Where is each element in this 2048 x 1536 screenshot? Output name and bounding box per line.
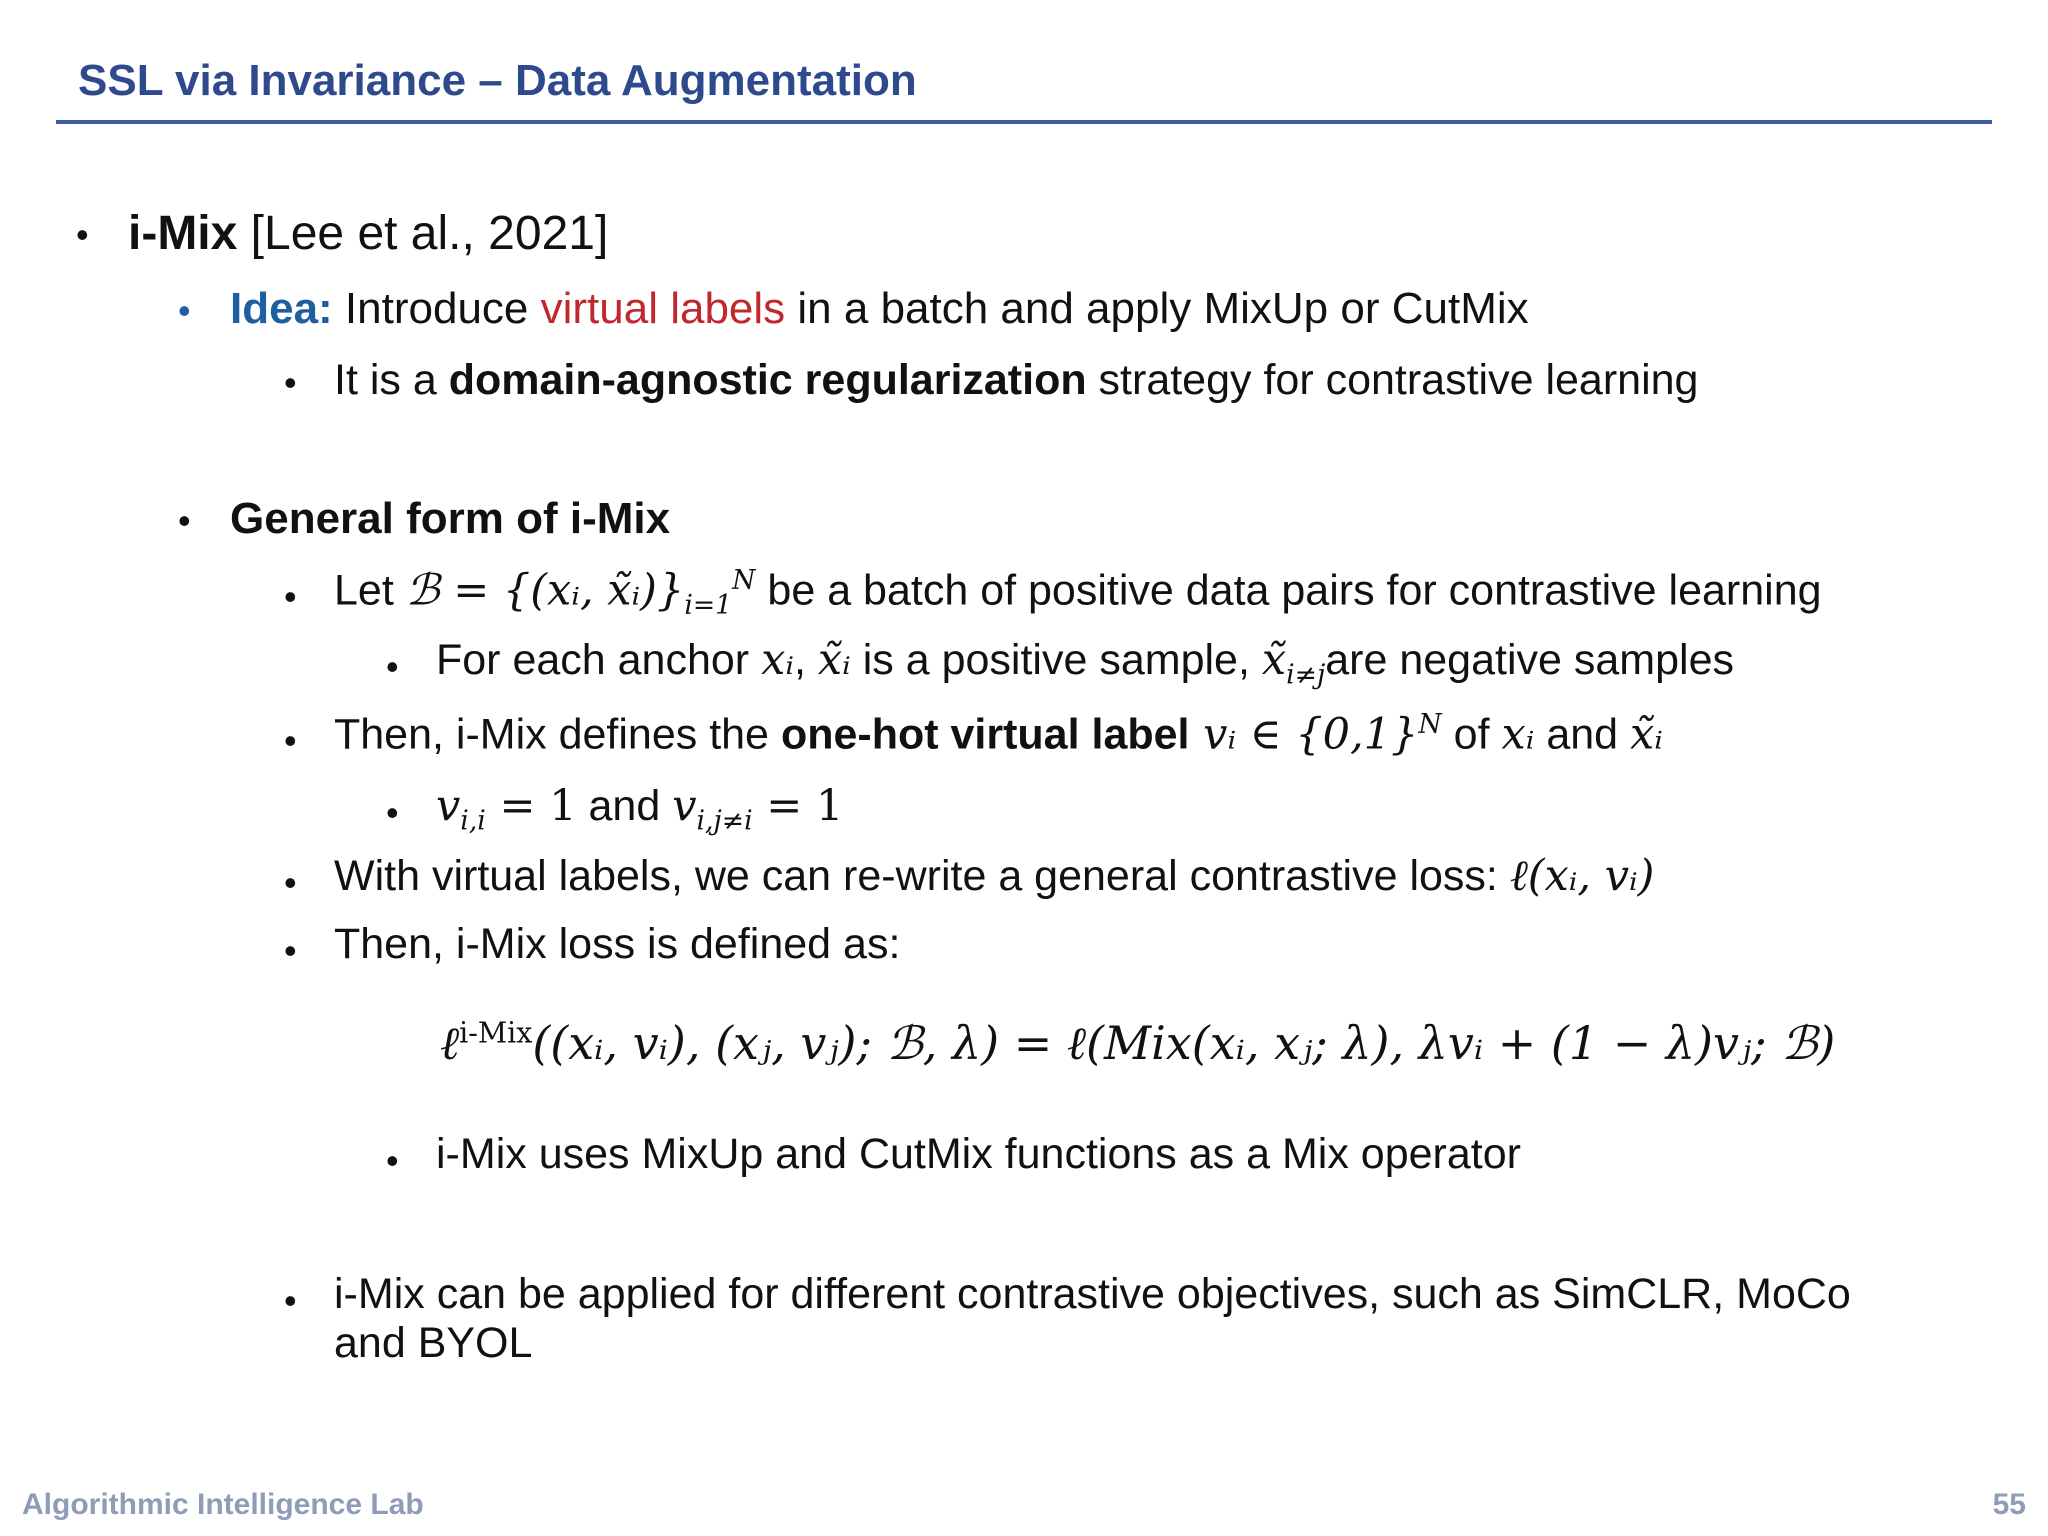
math-x-i: xᵢ — [1501, 709, 1535, 760]
bullet-dot: • — [386, 646, 399, 687]
text-post: strategy for contrastive learning — [1086, 356, 1699, 404]
slide-title: SSL via Invariance – Data Augmentation — [78, 56, 917, 105]
bullet-domain-agnostic — [334, 356, 1698, 405]
bullet-dot: • — [386, 792, 399, 833]
text-post: are negative samples — [1325, 636, 1734, 684]
bullet-mix-operator: i-Mix uses MixUp and CutMix functions as a Mix operator — [436, 1130, 1521, 1178]
bullet-dot: • — [76, 214, 89, 255]
idea-text-post: in a batch and apply MixUp or CutMix — [785, 284, 1529, 333]
imix-loss-equation — [440, 1016, 1835, 1070]
idea-label: Idea: — [230, 284, 333, 333]
text-pre: With virtual labels, we can re-write a general contrastive loss: — [334, 852, 1510, 900]
idea-text-pre: Introduce — [332, 284, 541, 333]
math-v-i: vᵢ ∈ {0,1} — [1189, 709, 1419, 760]
bullet-idea — [230, 284, 1529, 335]
bullet-general-form: General form of i-Mix — [230, 494, 671, 543]
text-pre: For each anchor — [436, 636, 762, 684]
text-mid: of — [1441, 710, 1502, 759]
math-x-tilde: x̃ — [1261, 635, 1287, 685]
text-bold: domain-agnostic regularization — [448, 356, 1087, 404]
bullet-contrastive-loss — [334, 852, 1654, 901]
math-eq: = 1 — [752, 781, 844, 831]
math-x-tilde-i: x̃ᵢ — [1630, 709, 1663, 760]
bullet-dot: • — [284, 720, 297, 761]
math-v: v — [672, 781, 697, 831]
virtual-labels-highlight: virtual labels — [540, 284, 786, 333]
bullet-dot: • — [386, 1140, 399, 1181]
text-and: and — [576, 782, 673, 830]
text-pre: Let — [334, 566, 406, 615]
text-and: and — [1534, 710, 1631, 759]
bullet-dot: • — [178, 500, 191, 541]
bullet-batch-definition — [334, 566, 1822, 622]
bullet-dot: • — [284, 576, 297, 617]
math-sub: i=1 — [684, 589, 733, 621]
math-sup: N — [1418, 709, 1442, 740]
eq-args: ((xᵢ, vᵢ), (xⱼ, vⱼ); ℬ, λ) — [532, 1016, 1000, 1070]
batch-math: ℬ = {(xᵢ, x̃ᵢ)} — [405, 565, 685, 616]
imix-citation: [Lee et al., 2021] — [237, 207, 609, 260]
bullet-dot: • — [284, 930, 297, 971]
imix-name: i-Mix — [128, 207, 238, 260]
bullet-dot: • — [284, 1280, 297, 1321]
bullet-dot: • — [284, 862, 297, 903]
eq-rhs: = ℓ(Mix(xᵢ, xⱼ; λ), λvᵢ + (1 − λ)vⱼ; ℬ) — [999, 1016, 1836, 1070]
bullet-dot: • — [178, 290, 191, 331]
eq-sup: i-Mix — [459, 1016, 533, 1050]
bullet-imix-loss: Then, i-Mix loss is defined as: — [334, 920, 901, 968]
page-number: 55 — [1992, 1488, 2026, 1521]
math-sup: N — [732, 565, 756, 596]
text-pre: Then, i-Mix defines the — [334, 710, 781, 759]
bullet-imix — [128, 206, 608, 261]
applications-line-2: and BYOL — [334, 1319, 533, 1368]
bullet-anchor — [436, 636, 1734, 691]
text-pre: It is a — [334, 356, 449, 404]
applications-line-1: i-Mix can be applied for different contrastive objectives, such as SimCLR, MoCo — [334, 1270, 1851, 1318]
bullet-applications — [334, 1270, 1851, 1369]
eq-lhs: ℓ — [440, 1016, 460, 1070]
footer-lab-name: Algorithmic Intelligence Lab — [22, 1488, 424, 1521]
math-sub: i≠j — [1286, 659, 1326, 691]
text-post: be a batch of positive data pairs for contrastive learning — [755, 566, 1822, 615]
math-sub: i,j≠i — [696, 805, 753, 837]
math-v: v — [436, 781, 461, 831]
title-underline — [56, 120, 1992, 124]
math-loss: ℓ(xᵢ, vᵢ) — [1509, 851, 1655, 901]
bullet-dot: • — [284, 362, 297, 403]
math-x-i: xᵢ — [761, 635, 794, 685]
math-sub: i,i — [460, 805, 486, 837]
bullet-one-hot — [334, 710, 1663, 760]
text-comma: , — [793, 636, 818, 684]
text-mid: is a positive sample, — [850, 636, 1262, 684]
math-eq: = 1 — [485, 781, 577, 831]
math-x-tilde-i: x̃ᵢ — [817, 635, 851, 685]
bullet-virtual-label-values — [436, 782, 843, 837]
text-bold: one-hot virtual label — [780, 710, 1190, 759]
